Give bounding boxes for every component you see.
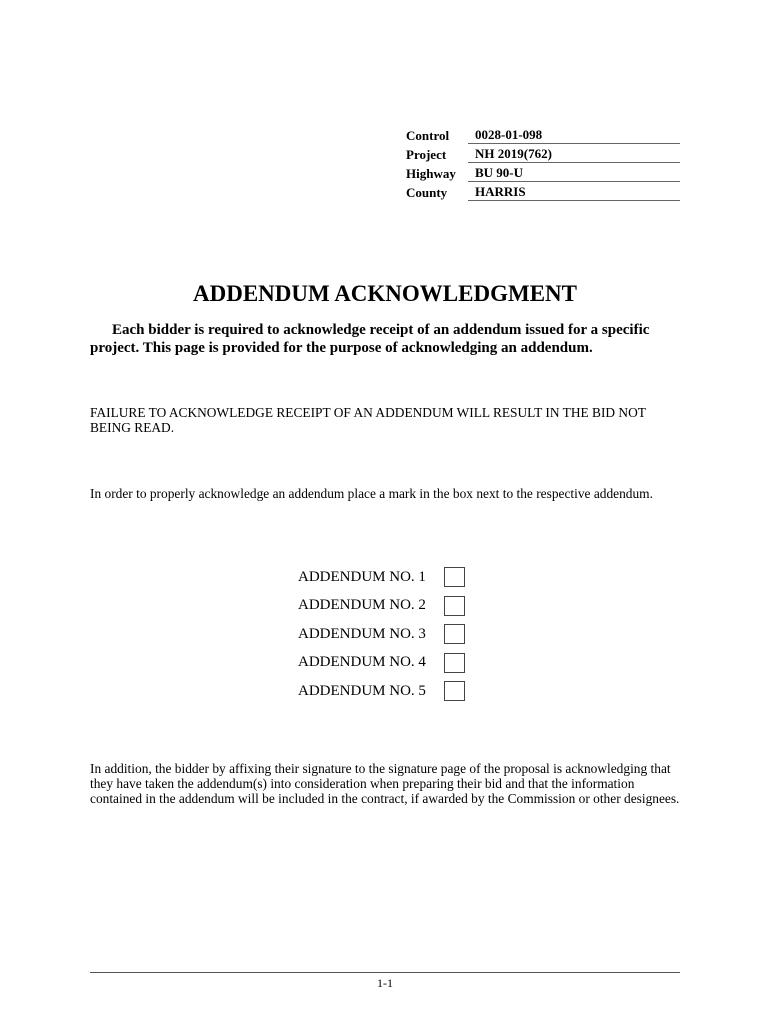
addendum-label: ADDENDUM NO. 4 [298, 654, 426, 671]
highway-label: Highway [406, 165, 456, 181]
project-label: Project [406, 146, 447, 162]
warning-paragraph: FAILURE TO ACKNOWLEDGE RECEIPT OF AN ADDENDUM WILL RESULT IN THE BID NOT BEING READ. [90, 405, 646, 435]
intro-paragraph: Each bidder is required to acknowledge receipt of an addendum issued for a specific project. This page is provided for the purpose of acknowledging an addendum. [90, 322, 650, 356]
footer-divider [90, 972, 680, 973]
closing-paragraph: In addition, the bidder by affixing their signature to the signature page of the proposal is acknowledging that they have taken the addendum(s) into consideration when preparing their bid and that the information contained in the addendum will be included in the contract, if awarded by the Commission or other designees. [90, 761, 680, 806]
addendum-row-3 [298, 620, 465, 649]
county-label: County [406, 184, 448, 200]
addendum-row-1 [298, 563, 465, 592]
control-label: Control [406, 127, 450, 143]
addendum-5-checkbox[interactable] [444, 681, 465, 701]
addendum-4-checkbox[interactable] [444, 653, 465, 673]
addendum-list [298, 563, 465, 706]
county-row [402, 182, 680, 201]
page-title: ADDENDUM ACKNOWLEDGMENT [193, 281, 577, 306]
addendum-1-checkbox[interactable] [444, 567, 465, 587]
addendum-row-5 [298, 677, 465, 706]
highway-value: BU 90-U [468, 163, 680, 182]
county-value: HARRIS [468, 182, 680, 201]
highway-row [402, 163, 680, 182]
instruction-paragraph: In order to properly acknowledge an addendum place a mark in the box next to the respective addendum. [90, 486, 653, 501]
project-value: NH 2019(762) [468, 144, 680, 163]
addendum-label: ADDENDUM NO. 2 [298, 597, 426, 614]
project-info-table [402, 125, 680, 201]
control-row [402, 125, 680, 144]
addendum-row-2 [298, 592, 465, 621]
addendum-label: ADDENDUM NO. 3 [298, 625, 426, 642]
project-row [402, 144, 680, 163]
addendum-2-checkbox[interactable] [444, 596, 465, 616]
addendum-label: ADDENDUM NO. 5 [298, 682, 426, 699]
addendum-row-4 [298, 649, 465, 678]
page-number: 1-1 [377, 976, 393, 990]
control-value: 0028-01-098 [468, 125, 680, 144]
addendum-label: ADDENDUM NO. 1 [298, 568, 426, 585]
addendum-3-checkbox[interactable] [444, 624, 465, 644]
